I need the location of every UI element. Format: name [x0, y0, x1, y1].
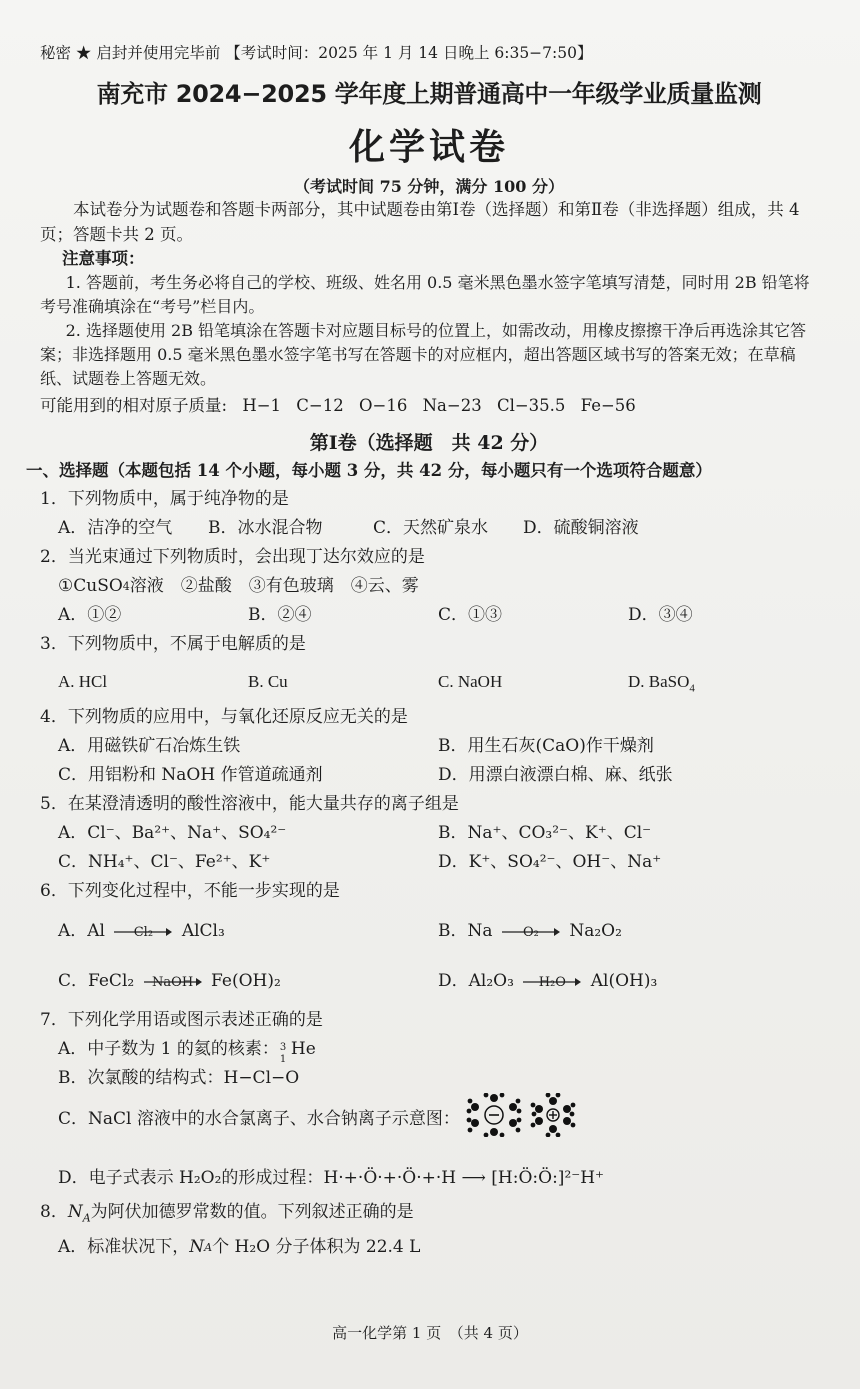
- question-2-stem: 2．当光束通过下列物质时，会出现丁达尔效应的是: [40, 547, 425, 567]
- q8-na-subscript: A: [82, 1211, 91, 1225]
- q4-option-c: C．用铝粉和 NaOH 作管道疏通剂: [58, 765, 323, 786]
- question-4-stem: 4．下列物质的应用中，与氧化还原反应无关的是: [40, 707, 408, 728]
- q7-option-a-text: A．中子数为 1 的氦的核素：: [58, 1039, 279, 1060]
- question-4-options-row2: [40, 761, 818, 790]
- exam-title: 南充市 2024−2025 学年度上期普通高中一年级学业质量监测: [96, 80, 762, 108]
- hydrated-chloride-ion-diagram: [466, 1093, 522, 1158]
- nuclide-symbol: [279, 1035, 291, 1066]
- q6-c-reactant: C．FeCl₂: [58, 971, 135, 992]
- question-2-items: [40, 572, 818, 601]
- q1-option-a: A．洁净的空气: [58, 518, 173, 538]
- q6-b-product: Na₂O₂: [569, 921, 622, 942]
- q2-option-a: A．①②: [58, 605, 122, 625]
- page-footer: 高一化学第 1 页 （共 4 页）: [332, 1324, 528, 1342]
- q5-option-c: C．NH₄⁺、Cl⁻、Fe²⁺、K⁺: [58, 852, 271, 873]
- q2-option-b: B．②④: [248, 605, 312, 625]
- q6-option-b: [438, 906, 818, 956]
- q3-option-b: B. Cu: [248, 672, 288, 691]
- mass-c: C−12: [296, 396, 344, 415]
- q7-option-c-text: C．NaCl 溶液中的水合氯离子、水合钠离子示意图：: [58, 1109, 460, 1130]
- q6-b-condition: O₂: [522, 925, 539, 941]
- mass-cl: Cl−35.5: [496, 396, 566, 415]
- question-7-stem: 7．下列化学用语或图示表述正确的是: [40, 1010, 323, 1031]
- question-2-options: [40, 601, 818, 630]
- q4-option-a: A．用磁铁矿石冶炼生铁: [58, 736, 241, 757]
- question-3-options: [40, 667, 818, 703]
- q7-option-b: B．次氯酸的结构式：H−Cl−O: [58, 1068, 300, 1089]
- q2-option-d: D．③④: [628, 605, 693, 625]
- question-1-stem: 1．下列物质中，属于纯净物的是: [40, 489, 289, 509]
- intro-paragraph: 本试卷分为试题卷和答题卡两部分，其中试题卷由第Ⅰ卷（选择题）和第Ⅱ卷（非选择题）组成，共 4 页；答题卡共 2 页。: [40, 200, 800, 244]
- q6-d-reactant: D．Al₂O₃: [438, 971, 514, 992]
- question-3-stem: 3．下列物质中，不属于电解质的是: [40, 634, 306, 654]
- q2-items-text: ①CuSO: [58, 576, 123, 596]
- q4-option-d: D．用漂白液漂白棉、麻、纸张: [438, 765, 673, 786]
- q7-option-c: [40, 1093, 818, 1158]
- q3-option-d-text: D. BaSO: [628, 672, 690, 691]
- reaction-arrow-icon: [523, 968, 581, 991]
- question-6-options-row2: [40, 956, 818, 1006]
- q7-element-symbol: He: [290, 1039, 316, 1060]
- note-1: 1. 答题前，考生务必将自己的学校、班级、姓名用 0.5 毫米黑色墨水签字笔填写清楚，同时用 2B 铅笔将考号准确填涂在“考号”栏目内。: [40, 273, 810, 316]
- confidential-line: 秘密 ★ 启封并使用完毕前 【考试时间：2025 年 1 月 14 日晚上 6:35−7:50】: [40, 44, 593, 62]
- q7-option-a: [40, 1035, 818, 1064]
- subject-title: 化学试卷: [348, 127, 509, 168]
- q6-c-product: Fe(OH)₂: [211, 971, 281, 992]
- question-5-options-row2: [40, 848, 818, 877]
- q8-stem-text: 为阿伏加德罗常数的值。下列叙述正确的是: [90, 1202, 414, 1223]
- question-1-options: [40, 514, 818, 543]
- q1-option-b: B．冰水混合物: [208, 518, 323, 538]
- q5-option-d: D．K⁺、SO₄²⁻、OH⁻、Na⁺: [438, 852, 662, 873]
- q3-option-d-sub: 4: [689, 682, 695, 695]
- q8-a-na-symbol: N: [189, 1236, 205, 1257]
- masses-label: 可能用到的相对原子质量:: [40, 396, 228, 415]
- q3-option-a: A. HCl: [58, 672, 108, 691]
- part-1-title: 第Ⅰ卷（选择题 共 42 分）: [309, 432, 549, 454]
- q6-d-condition: H₂O: [538, 975, 566, 991]
- reaction-arrow-icon: [502, 918, 560, 941]
- q8-a-na-subscript: A: [204, 1240, 213, 1254]
- q6-option-a: [58, 906, 438, 956]
- q8-option-a-text: A．标准状况下，: [58, 1236, 190, 1257]
- reaction-arrow-icon: [114, 918, 172, 941]
- q2-items-text-rest: 溶液 ②盐酸 ③有色玻璃 ④云、雾: [129, 576, 419, 596]
- reaction-arrow-icon: [144, 968, 202, 991]
- question-6-options-row1: [40, 906, 818, 956]
- mass-na: Na−23: [422, 396, 482, 415]
- q6-option-d: [438, 956, 818, 1006]
- q3-option-d: [628, 667, 818, 703]
- q2-option-c: C．①③: [438, 605, 503, 625]
- q1-option-c: C．天然矿泉水: [373, 518, 489, 538]
- q8-na-symbol: N: [67, 1202, 83, 1223]
- mass-fe: Fe−56: [580, 396, 636, 415]
- hydrated-sodium-ion-diagram: [528, 1093, 578, 1158]
- q7-option-d: [40, 1158, 818, 1198]
- question-4-options-row1: [40, 732, 818, 761]
- question-5-stem: 5．在某澄清透明的酸性溶液中，能大量共存的离子组是: [40, 794, 459, 815]
- question-6-stem: 6．下列变化过程中，不能一步实现的是: [40, 881, 340, 902]
- atomic-masses: [40, 393, 818, 419]
- q2-items-subscript: 4: [122, 580, 130, 593]
- q5-option-b: B．Na⁺、CO₃²⁻、K⁺、Cl⁻: [438, 823, 652, 844]
- q7-atomic-number: 1: [279, 1054, 287, 1066]
- mass-o: O−16: [358, 396, 408, 415]
- q8-option-a-rest: 个 H₂O 分子体积为 22.4 L: [212, 1236, 421, 1257]
- notes-heading: 注意事项：: [62, 249, 145, 268]
- q1-option-d: D．硫酸铜溶液: [523, 518, 639, 538]
- q3-option-c: C. NaOH: [438, 672, 503, 691]
- q6-b-reactant: B．Na: [438, 921, 493, 942]
- q6-c-condition: NaOH: [152, 975, 194, 991]
- q7-option-d-text: D．电子式表示 H₂O₂的形成过程：: [58, 1168, 324, 1189]
- section-heading: 一、选择题（本题包括 14 个小题，每小题 3 分，共 42 分，每小题只有一个选项符合题意）: [26, 461, 712, 480]
- q4-option-b: B．用生石灰(CaO)作干燥剂: [438, 736, 654, 757]
- q6-a-reactant: A．Al: [58, 921, 105, 942]
- q6-d-product: Al(OH)₃: [590, 971, 658, 992]
- q7-mass-number: 3: [279, 1042, 287, 1054]
- h2o2-formation-formula: H·+·Ö·+·Ö·+·H ⟶ [H:Ö:Ö:]²⁻H⁺: [323, 1168, 605, 1189]
- q6-a-condition: Cl₂: [133, 925, 154, 941]
- mass-h: H−1: [242, 396, 282, 415]
- q6-option-c: [58, 956, 438, 1006]
- exam-duration: （考试时间 75 分钟，满分 100 分）: [294, 177, 564, 196]
- q5-option-a: A．Cl⁻、Ba²⁺、Na⁺、SO₄²⁻: [58, 823, 287, 844]
- q8-option-a: [40, 1233, 818, 1262]
- note-2: 2. 选择题使用 2B 铅笔填涂在答题卡对应题目标号的位置上，如需改动，用橡皮擦擦干净后再选涂其它答案；非选择题用 0.5 毫米黑色墨水签字笔书写在答题卡的对应框内，超出答题区域书写的答案无效；在草稿纸、试题卷上答题无效。: [40, 321, 807, 388]
- question-5-options-row1: [40, 819, 818, 848]
- q6-a-product: AlCl₃: [181, 921, 225, 942]
- question-8-stem: 8．$N_A$为阿伏加德罗常数的值。下列叙述正确的是: [40, 1202, 414, 1225]
